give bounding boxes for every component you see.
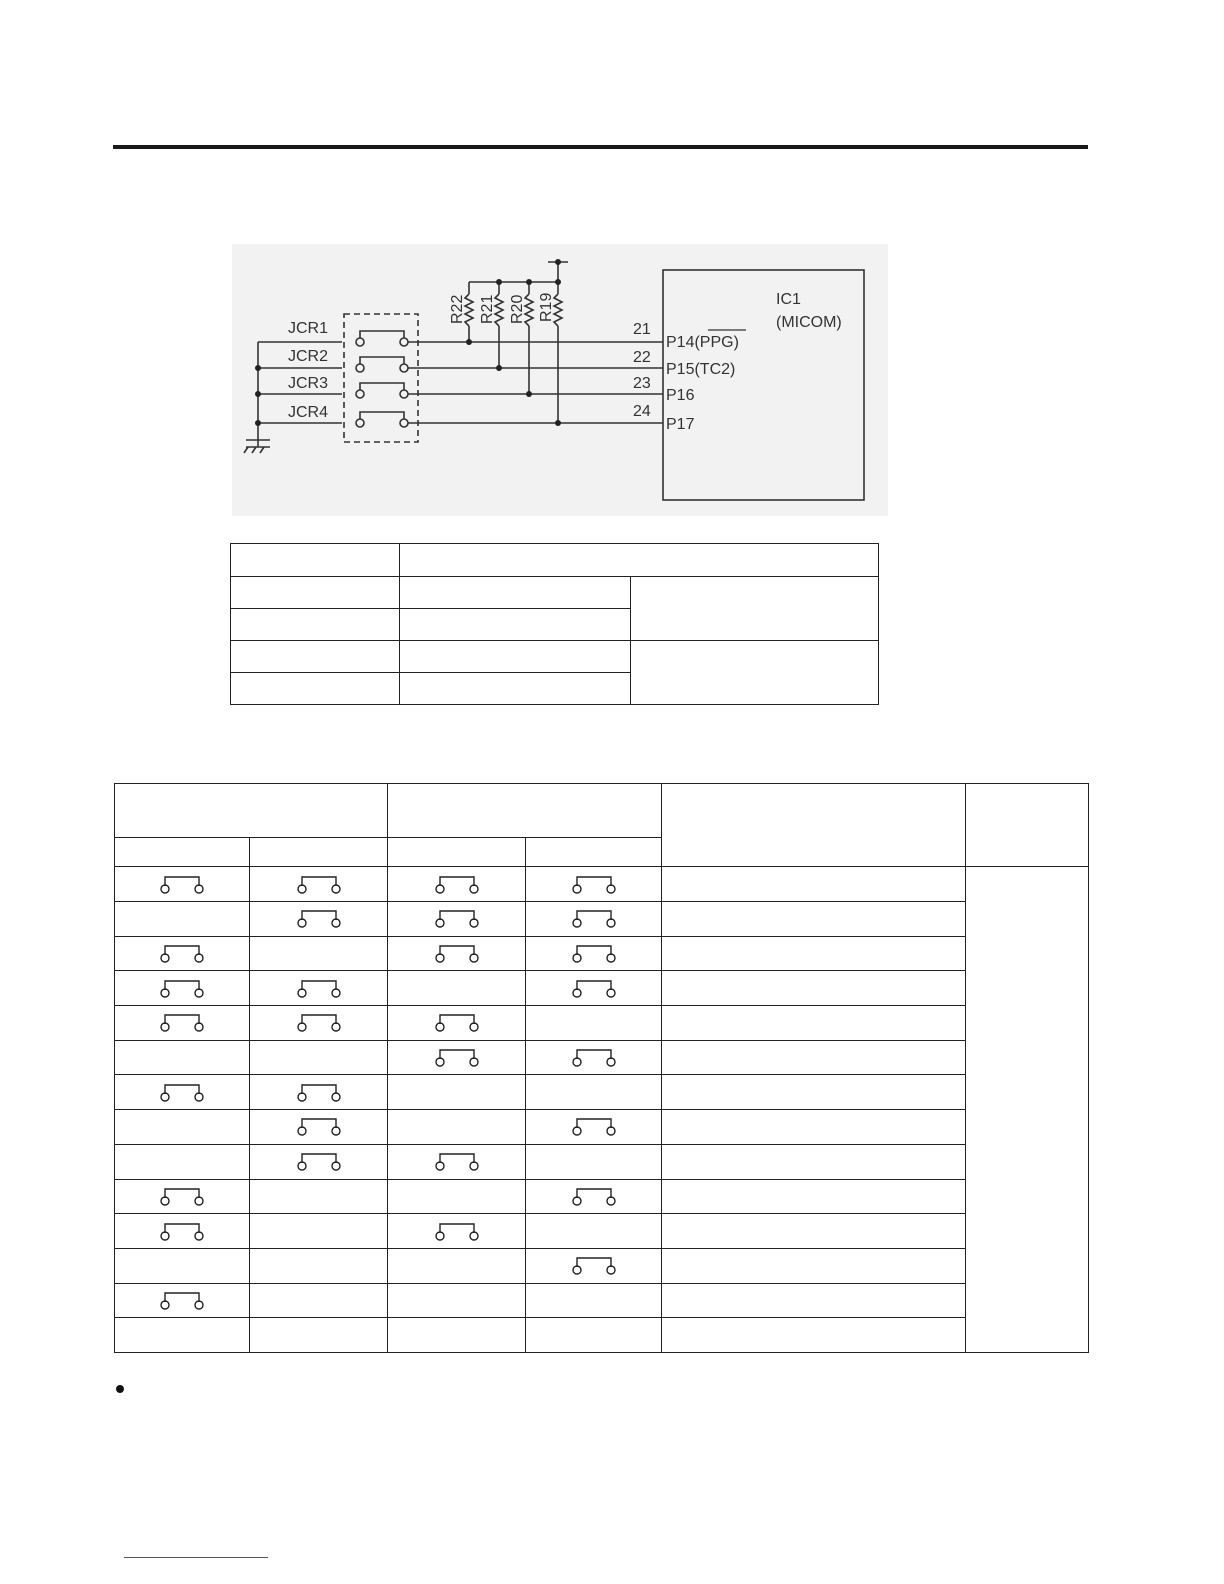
jumper-cell [526, 936, 662, 971]
footer-link-underline [124, 1557, 268, 1558]
jumper-cell [250, 1214, 388, 1249]
table-cell [231, 641, 400, 673]
jumper-cell [115, 1179, 250, 1214]
jumper-cell [250, 971, 388, 1006]
remarks-cell [966, 867, 1089, 1353]
jumper-connected-icon [297, 872, 341, 897]
jumper-cell [115, 867, 250, 902]
table-cell [400, 673, 631, 705]
jumper-cell [250, 1144, 388, 1179]
jumper-cell [526, 867, 662, 902]
jumper-cell [115, 1075, 250, 1110]
jumper-connected-icon [435, 872, 479, 897]
jumper-connected-icon [572, 1184, 616, 1209]
header-rule [113, 145, 1088, 149]
description-cell [662, 1075, 966, 1110]
jumper-cell [250, 1006, 388, 1041]
resistor-label: R19 [538, 292, 555, 322]
jumper-cell [115, 1318, 250, 1353]
table-header-cell [526, 838, 662, 867]
description-cell [662, 867, 966, 902]
jumper-cell [250, 1179, 388, 1214]
jumper-connected-icon [297, 1010, 341, 1035]
jumper-cell [115, 1110, 250, 1145]
jumper-connected-icon [297, 906, 341, 931]
jumper-cell [250, 867, 388, 902]
jumper-connected-icon [160, 872, 204, 897]
table-header-cell [115, 838, 250, 867]
jumper-cell [388, 1283, 526, 1318]
resistor-label: R21 [479, 294, 496, 324]
jumper-cell [250, 1110, 388, 1145]
pin-name-p15: P15(TC2) [666, 361, 736, 378]
pin-name-p14: P14(PPG) [666, 334, 739, 351]
jumper-cell [388, 867, 526, 902]
jumper-cell [388, 1179, 526, 1214]
resistor-label: R20 [509, 294, 526, 324]
jumper-cell [115, 936, 250, 971]
jumper-connected-icon [435, 941, 479, 966]
table-row [115, 1214, 1089, 1249]
table-row [115, 936, 1089, 971]
jumper-cell [526, 902, 662, 937]
table-row [115, 1110, 1089, 1145]
description-cell [662, 1040, 966, 1075]
jumper-cell [526, 1110, 662, 1145]
description-cell [662, 1248, 966, 1283]
jumper-connected-icon [297, 1080, 341, 1105]
table-cell [631, 641, 879, 705]
table-cell [400, 641, 631, 673]
table-header-cell [966, 784, 1089, 867]
jumper-cell [115, 902, 250, 937]
jumper-connected-icon [572, 1045, 616, 1070]
jumper-cell [526, 1283, 662, 1318]
jumper-connected-icon [572, 976, 616, 1001]
ic-sublabel: (MICOM) [776, 314, 842, 331]
jumper-cell [388, 1248, 526, 1283]
jumper-cell [250, 1040, 388, 1075]
jumper-label: JCR4 [288, 404, 329, 421]
jumper-cell [115, 1283, 250, 1318]
table-row [115, 867, 1089, 902]
jumper-cell [526, 1318, 662, 1353]
table-cell [231, 609, 400, 641]
jumper-connected-icon [435, 1219, 479, 1244]
description-cell [662, 1110, 966, 1145]
jumper-connected-icon [572, 872, 616, 897]
jumper-cell [250, 1318, 388, 1353]
jumper-cell [250, 936, 388, 971]
jumper-cell [388, 1040, 526, 1075]
jumper-connected-icon [435, 1010, 479, 1035]
jumper-cell [250, 1075, 388, 1110]
jumper-connected-icon [572, 906, 616, 931]
table-row [115, 1283, 1089, 1318]
description-cell [662, 1214, 966, 1249]
ic-label: IC1 [776, 291, 801, 308]
table-header-cell [662, 784, 966, 867]
jumper-cell [115, 1144, 250, 1179]
jumper-connected-icon [297, 976, 341, 1001]
jumper-cell [388, 1144, 526, 1179]
pin-name-p17: P17 [666, 416, 695, 433]
jumper-cell [250, 1283, 388, 1318]
table-cell [231, 544, 400, 577]
table-row [115, 1006, 1089, 1041]
jumper-cell [115, 1040, 250, 1075]
pin-name-p16: P16 [666, 387, 695, 404]
pin-number: 23 [633, 375, 651, 392]
jumper-label: JCR2 [288, 348, 329, 365]
jumper-connected-icon [435, 1045, 479, 1070]
jumper-cell [388, 971, 526, 1006]
port-assignment-table [230, 543, 879, 705]
jumper-connected-icon [435, 906, 479, 931]
jumper-cell [388, 1318, 526, 1353]
description-cell [662, 902, 966, 937]
pin-number: 22 [633, 349, 651, 366]
jumper-cell [388, 902, 526, 937]
table-cell [400, 577, 631, 609]
table-cell [400, 544, 879, 577]
jumper-cell [115, 1006, 250, 1041]
jumper-cell [526, 1144, 662, 1179]
description-cell [662, 971, 966, 1006]
table-row [115, 1248, 1089, 1283]
jumper-connected-icon [160, 976, 204, 1001]
table-cell [231, 577, 400, 609]
bullet-point [116, 1385, 124, 1393]
table-row [115, 1318, 1089, 1353]
jumper-connected-icon [435, 1149, 479, 1174]
jumper-connected-icon [572, 941, 616, 966]
table-row [115, 1179, 1089, 1214]
jumper-connected-icon [160, 1080, 204, 1105]
jumper-cell [115, 1214, 250, 1249]
jumper-connected-icon [297, 1114, 341, 1139]
jumper-cell [250, 902, 388, 937]
circuit-schematic [232, 244, 888, 516]
pin-number: 21 [633, 321, 651, 338]
jumper-cell [526, 1006, 662, 1041]
description-cell [662, 1006, 966, 1041]
table-header-cell [250, 838, 388, 867]
jumper-connected-icon [572, 1253, 616, 1278]
jumper-connected-icon [297, 1149, 341, 1174]
jumper-cell [388, 1006, 526, 1041]
jumper-cell [388, 1214, 526, 1249]
jumper-label: JCR3 [288, 375, 329, 392]
table-row [115, 1144, 1089, 1179]
table-row [115, 1040, 1089, 1075]
jumper-cell [526, 1075, 662, 1110]
jumper-cell [115, 1248, 250, 1283]
description-cell [662, 1179, 966, 1214]
jumper-cell [388, 1110, 526, 1145]
jumper-connected-icon [160, 941, 204, 966]
table-header-cell [115, 784, 388, 838]
table-cell [231, 673, 400, 705]
table-row [115, 902, 1089, 937]
description-cell [662, 1144, 966, 1179]
jumper-cell [526, 1214, 662, 1249]
jumper-connected-icon [160, 1010, 204, 1035]
pin-number: 24 [633, 403, 651, 420]
jumper-cell [250, 1248, 388, 1283]
jumper-cell [388, 936, 526, 971]
description-cell [662, 936, 966, 971]
jumper-setting-table [114, 783, 1089, 1353]
jumper-connected-icon [572, 1114, 616, 1139]
table-cell [631, 577, 879, 641]
jumper-connected-icon [160, 1288, 204, 1313]
jumper-connected-icon [160, 1219, 204, 1244]
resistor-label: R22 [449, 294, 466, 324]
jumper-cell [526, 1248, 662, 1283]
description-cell [662, 1283, 966, 1318]
table-cell [400, 609, 631, 641]
table-row [115, 971, 1089, 1006]
table-row [115, 1075, 1089, 1110]
jumper-cell [388, 1075, 526, 1110]
table-header-cell [388, 838, 526, 867]
jumper-label: JCR1 [288, 320, 329, 337]
jumper-connected-icon [160, 1184, 204, 1209]
jumper-cell [115, 971, 250, 1006]
jumper-cell [526, 971, 662, 1006]
jumper-cell [526, 1179, 662, 1214]
description-cell [662, 1318, 966, 1353]
table-header-cell [388, 784, 662, 838]
jumper-cell [526, 1040, 662, 1075]
